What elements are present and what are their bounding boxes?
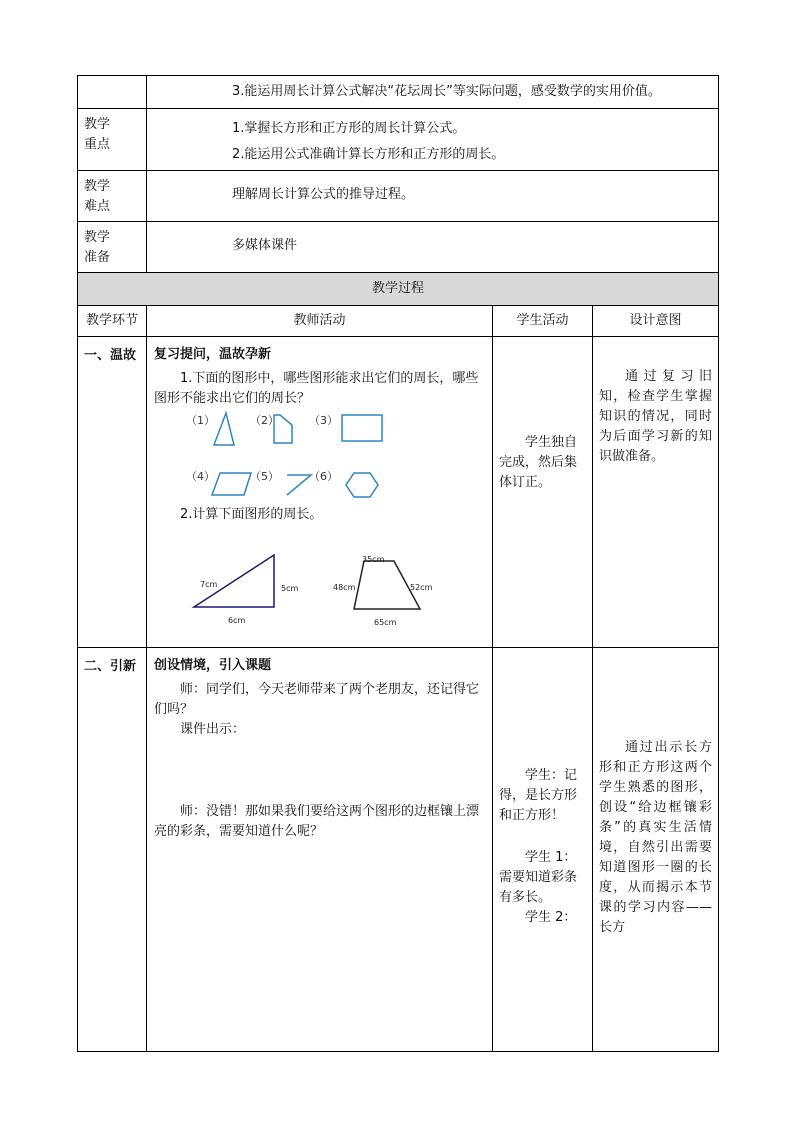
preparation-row: [78, 222, 719, 273]
shape-label-3: （3）: [309, 414, 338, 427]
trapezoid-bottom-label: 65cm: [374, 618, 397, 627]
difficulties-row: [78, 171, 719, 222]
trapezoid-right-label: 52cm: [410, 583, 433, 592]
hexagon-shape-icon: [346, 473, 378, 497]
shape-label-5: （5）: [250, 470, 279, 483]
stage2-heading: 创设情境，引入课题: [154, 658, 272, 673]
stage2-design-intent: 通过出示长方形和正方形这两个学生熟悉的图形，创设“给边框镶彩条”的真实生活情境，自然引出需要知道图形一圈的长度，从而揭示本节课的学习内容——长方: [593, 648, 719, 1052]
stage2-teacher-line-3: 师：没错！那如果我们要给这两个图形的边框镶上漂亮的彩条，需要知道什么呢？: [154, 804, 480, 839]
objectives-label-cell: [78, 76, 147, 109]
preparation-text: 多媒体课件: [232, 238, 298, 253]
stage1-teacher-cell: [147, 337, 493, 648]
col-teacher-header: 教师活动: [147, 306, 493, 337]
stage1-student-activity: 学生独自完成，然后集体订正。: [493, 337, 593, 648]
figure-drawings: [154, 547, 454, 627]
objective-item-3: 3.能运用周长计算公式解决“花坛周长”等实际问题，感受数学的实用价值。: [232, 84, 661, 99]
key-points-label: 教学 重点: [78, 109, 147, 171]
parallelogram-shape-icon: [212, 473, 251, 495]
stage2-name: 二、引新: [78, 648, 147, 1052]
stage2-teacher-line-2: 课件出示：: [180, 722, 246, 737]
objectives-row: [78, 76, 719, 109]
triangle-base-label: 6cm: [228, 616, 246, 625]
col-design-header: 设计意图: [593, 306, 719, 337]
stage1-name: 一、温故: [78, 337, 147, 648]
stage2-row: [78, 648, 719, 1052]
stage1-heading: 复习提问，温故孕新: [154, 347, 272, 362]
lesson-plan-table: [77, 75, 719, 1052]
trapezoid-left-label: 48cm: [333, 583, 356, 592]
stage1-question-2: 2.计算下面图形的周长。: [180, 507, 323, 522]
preparation-label: 教学 准备: [78, 222, 147, 273]
process-title-row: [78, 273, 719, 306]
triangle-shape-icon: [214, 413, 234, 445]
difficulties-label: 教学 难点: [78, 171, 147, 222]
stage1-design-intent: 通过复习旧知，检查学生掌握知识的情况，同时为后面学习新的知识做准备。: [593, 337, 719, 648]
perimeter-figures: [154, 547, 486, 627]
col-stage-header: 教学环节: [78, 306, 147, 337]
column-header-row: [78, 306, 719, 337]
key-point-1: 1.掌握长方形和正方形的周长计算公式。: [232, 121, 466, 136]
stage2-student-activity: [493, 648, 593, 1052]
key-points-row: [78, 109, 719, 171]
stage1-question-1: 1.下面的图形中，哪些图形能求出它们的周长，哪些图形不能求出它们的周长？: [154, 371, 479, 406]
shape-label-6: （6）: [309, 470, 338, 483]
stage1-row: [78, 337, 719, 648]
shape-label-4: （4）: [186, 470, 215, 483]
stage2-student-2: 学生 1：需要知道彩条有多长。: [499, 850, 578, 905]
difficulties-text: 理解周长计算公式的推导过程。: [232, 187, 415, 202]
shape-set: [154, 409, 486, 547]
process-title: 教学过程: [78, 273, 719, 306]
stage2-teacher-cell: [147, 648, 493, 1052]
trapezoid-top-label: 35cm: [362, 555, 385, 564]
triangle-hyp-label: 7cm: [200, 580, 218, 589]
key-point-2: 2.能运用公式准确计算长方形和正方形的周长。: [232, 147, 505, 162]
shape-label-1: （1）: [186, 414, 215, 427]
stage2-student-1: 学生：记得，是长方形和正方形！: [499, 768, 578, 823]
shape-label-2: （2）: [250, 414, 279, 427]
open-angle-shape-icon: [287, 475, 311, 495]
shape-drawings: [154, 409, 384, 549]
stage2-student-3: 学生 2：: [525, 910, 577, 925]
pentagon-shape-icon: [274, 415, 292, 443]
rectangle-shape-icon: [342, 415, 382, 441]
triangle-side-label: 5cm: [281, 584, 299, 593]
col-student-header: 学生活动: [493, 306, 593, 337]
stage2-teacher-line-1: 师：同学们，今天老师带来了两个老朋友，还记得它们吗？: [154, 682, 480, 717]
